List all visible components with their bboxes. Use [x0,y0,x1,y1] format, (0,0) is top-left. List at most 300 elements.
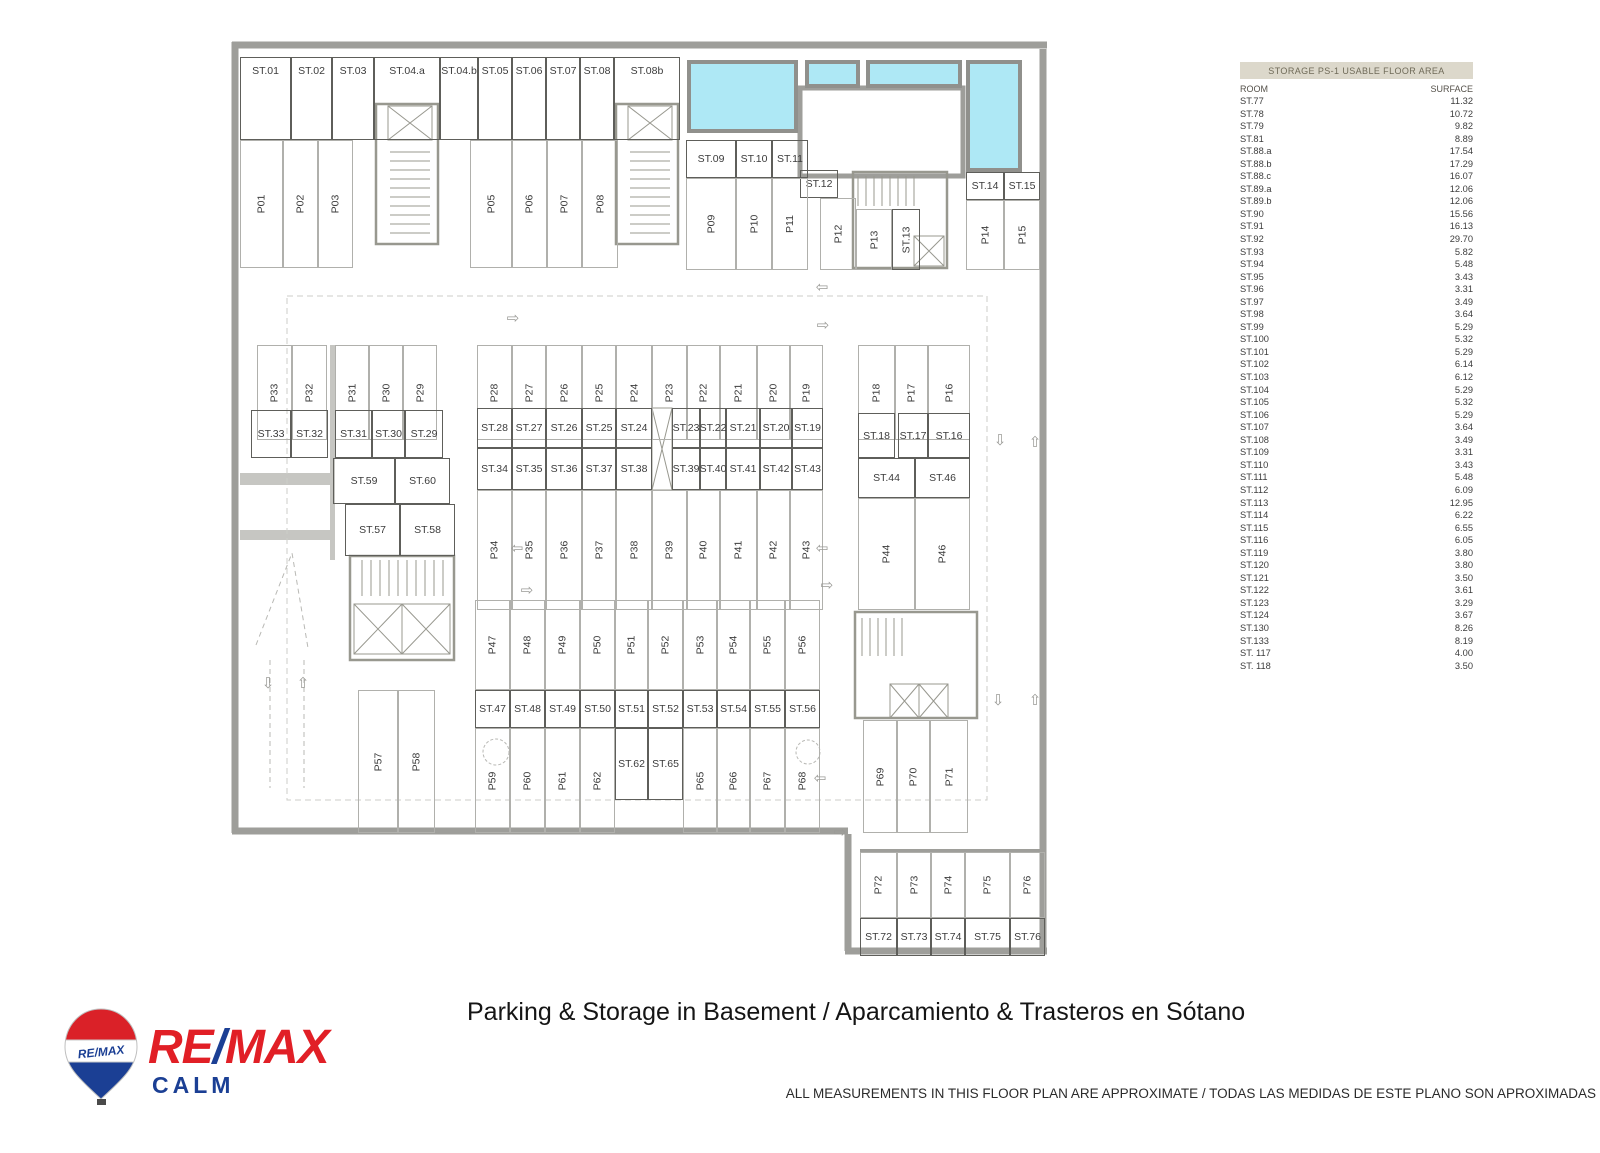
unit-label: ST.09 [697,153,725,165]
unit-label: P36 [558,540,570,560]
room-cell: ST.124 [1240,610,1269,621]
unit-label: ST.62 [618,758,645,770]
unit-label: ST.14 [971,180,999,192]
surface-cell: 5.29 [1454,409,1473,420]
table-row [1240,509,1473,522]
unit-label: P72 [872,875,885,895]
plan-unit-st22 [700,408,726,448]
plan-unit-p42 [757,490,790,610]
room-cell: ST.109 [1240,447,1269,458]
room-cell: ST.133 [1240,635,1269,646]
plan-unit-st20 [760,408,792,448]
unit-label: P33 [268,383,281,402]
unit-label: ST.38 [620,463,648,475]
unit-label: P46 [936,544,949,564]
room-cell: ST.101 [1240,346,1269,357]
wordmark-slash: / [212,1021,226,1074]
table-row [1240,283,1473,296]
table-column-headers [1240,82,1473,95]
table-row [1240,195,1473,208]
table-row [1240,471,1473,484]
room-cell: ST.88.a [1240,146,1272,157]
room-cell: ST.99 [1240,321,1264,332]
unit-label: P07 [558,194,571,214]
surface-cell: 5.32 [1454,397,1473,408]
unit-label: P61 [556,771,569,790]
plan-unit-p67 [750,728,785,833]
plan-unit-p39 [652,490,687,610]
plan-unit-p75 [965,852,1010,918]
plan-unit-p49 [545,600,580,690]
unit-label: P75 [981,875,994,895]
unit-label: P13 [868,230,880,249]
direction-arrow: ⇨ [820,576,834,594]
surface-cell: 12.06 [1449,183,1473,194]
unit-label: ST.22 [699,422,727,434]
table-row [1240,133,1473,146]
storage-area-table [1240,62,1473,672]
unit-label: ST.08b [630,65,664,77]
direction-arrow: ⇧ [1028,691,1042,709]
unit-label: ST.50 [584,703,611,715]
table-row [1240,296,1473,309]
plan-unit-st39 [672,448,700,490]
unit-label: ST.37 [585,463,613,475]
room-cell: ST.121 [1240,572,1269,583]
plan-unit-p01 [240,140,283,268]
direction-arrow: ⇨ [506,309,520,327]
plan-unit-p46 [915,498,970,610]
unit-label: ST.74 [934,931,962,943]
pool [687,60,798,133]
unit-label: P59 [486,771,499,790]
unit-label: P23 [663,383,676,402]
unit-label: P14 [979,225,991,245]
plan-unit-p61 [545,728,580,833]
unit-label: ST.36 [550,463,578,475]
surface-cell: 6.14 [1454,359,1473,370]
unit-label: P26 [558,383,570,402]
plan-unit-p15 [1004,200,1040,270]
unit-label: P66 [727,771,740,790]
room-cell: ST.77 [1240,96,1264,106]
unit-label: P03 [329,194,342,214]
unit-label: ST.49 [549,703,576,715]
surface-cell: 5.48 [1454,472,1473,483]
unit-label: ST.10 [740,153,768,165]
surface-cell: 16.07 [1449,171,1473,182]
unit-label: ST.46 [929,472,956,484]
unit-label: P17 [905,383,918,402]
unit-label: ST.72 [865,931,892,943]
plan-unit-p65 [683,728,717,833]
room-cell: ST.105 [1240,397,1269,408]
surface-cell: 6.22 [1454,510,1473,521]
unit-label: P43 [800,540,813,560]
surface-cell: 8.89 [1454,133,1473,144]
table-row [1240,145,1473,158]
unit-label: ST.25 [585,422,613,434]
surface-cell: 3.64 [1454,309,1473,320]
table-row [1240,220,1473,233]
unit-label: ST.53 [686,703,714,715]
room-cell: ST.98 [1240,309,1264,320]
unit-label: ST.52 [652,703,679,715]
plan-unit-st36 [546,448,582,490]
room-cell: ST.81 [1240,133,1264,144]
plan-unit-p70 [897,720,930,833]
direction-arrow: ⇩ [993,431,1007,449]
surface-cell: 29.70 [1449,234,1473,245]
unit-label: P40 [697,540,710,560]
room-cell: ST.91 [1240,221,1264,232]
plan-unit-p76 [1010,852,1045,918]
plan-unit-st52 [648,690,683,728]
unit-label: ST.06 [515,65,543,77]
plan-unit-st09 [686,140,736,178]
unit-label: ST.47 [479,703,506,715]
unit-label: P53 [694,635,706,655]
unit-label: P56 [796,635,809,655]
room-cell: ST.89.b [1240,196,1272,207]
room-cell: ST. 118 [1240,660,1271,671]
direction-arrow: ⇦ [813,769,827,787]
plan-unit-st02 [291,57,332,140]
room-cell: ST.102 [1240,359,1269,370]
remax-wordmark [148,1020,329,1075]
table-row [1240,597,1473,610]
direction-arrow: ⇦ [815,278,829,296]
unit-label: P15 [1016,225,1028,245]
unit-label: ST.17 [899,429,927,442]
table-row [1240,409,1473,422]
room-cell: ST.119 [1240,547,1269,558]
plan-unit-st57 [345,504,400,556]
plan-unit-st72 [860,918,897,956]
plan-unit-st16 [928,413,970,458]
plan-unit-st04b [440,57,478,140]
plan-unit-p57 [358,690,398,833]
plan-unit-st32 [291,410,328,458]
surface-cell: 5.32 [1454,334,1473,345]
plan-unit-p44 [858,498,915,610]
balloon-wordmark: RE/MAX [77,1042,126,1062]
table-row [1240,584,1473,597]
pool [866,60,962,88]
plan-unit-st33 [251,410,291,458]
plan-unit-st49 [545,690,580,728]
plan-unit-p05 [470,140,512,268]
unit-label: ST.04.b [441,65,477,77]
table-row [1240,308,1473,321]
plan-unit-st54 [717,690,750,728]
unit-label: P05 [485,194,497,214]
plan-unit-st74 [931,918,965,956]
surface-cell: 3.80 [1454,560,1473,571]
plan-unit-p66 [717,728,750,833]
unit-label: ST.18 [863,429,890,442]
unit-label: P52 [659,635,672,655]
plan-unit-st58 [400,504,455,556]
plan-unit-st31 [335,410,372,458]
surface-cell: 6.09 [1454,484,1473,495]
surface-cell: 3.64 [1454,422,1473,433]
surface-cell: 6.12 [1454,372,1473,383]
unit-label: P11 [784,215,796,233]
plan-unit-st37 [582,448,616,490]
plan-unit-st05 [478,57,512,140]
room-cell: ST.110 [1240,459,1269,470]
room-cell: ST.100 [1240,334,1269,345]
room-cell: ST.123 [1240,597,1269,608]
plan-unit-st10 [736,140,772,178]
unit-label: P02 [294,194,307,214]
table-row [1240,271,1473,284]
unit-label: P25 [593,383,605,402]
unit-label: P18 [870,383,883,402]
unit-label: P65 [694,771,706,790]
table-row [1240,635,1473,648]
plan-unit-st29 [405,410,443,458]
table-title: STORAGE PS-1 USABLE FLOOR AREA [1240,62,1473,79]
unit-label: P38 [628,540,640,560]
plan-unit-p40 [687,490,720,610]
plan-unit-st56 [785,690,820,728]
table-row [1240,559,1473,572]
table-row [1240,459,1473,472]
surface-cell: 3.49 [1454,296,1473,307]
table-row [1240,258,1473,271]
surface-cell: 17.29 [1449,158,1473,169]
unit-label: P39 [663,540,676,560]
room-cell: ST.116 [1240,535,1269,546]
room-cell: ST.94 [1240,259,1264,270]
storage-table-body [1240,95,1473,672]
table-row [1240,120,1473,133]
room-cell: ST.115 [1240,522,1269,533]
room-cell: ST.95 [1240,271,1264,282]
table-row [1240,384,1473,397]
unit-label: P50 [591,635,604,655]
plan-unit-p11 [772,178,808,270]
room-cell: ST.111 [1240,472,1268,483]
unit-label: ST.75 [974,931,1001,943]
table-row [1240,346,1473,359]
unit-label: ST.40 [699,463,727,475]
surface-cell: 3.31 [1454,284,1473,295]
room-cell: ST.97 [1240,296,1264,307]
surface-cell: 5.29 [1454,384,1473,395]
unit-label: ST.05 [481,65,509,77]
surface-cell: 3.67 [1454,610,1473,621]
column-surface: SURFACE [1430,83,1473,94]
unit-label: P73 [908,875,920,895]
unit-label: P71 [943,767,955,786]
surface-cell: 5.29 [1454,321,1473,332]
remax-balloon-icon [55,1006,147,1108]
plan-unit-st04a [374,57,440,140]
table-row [1240,497,1473,510]
unit-label: P47 [486,635,499,655]
plan-unit-p62 [580,728,615,833]
unit-label: ST.32 [296,428,323,440]
room-cell: ST.108 [1240,434,1269,445]
surface-cell: 16.13 [1449,221,1473,232]
direction-arrow: ⇦ [510,539,524,557]
plan-unit-p48 [510,600,545,690]
table-row [1240,170,1473,183]
unit-label: ST.33 [257,428,285,440]
plan-unit-st17 [898,413,928,458]
unit-label: P74 [942,875,954,895]
room-cell: ST.96 [1240,284,1264,295]
room-cell: ST.114 [1240,510,1269,521]
room-cell: ST.120 [1240,560,1269,571]
room-cell: ST.79 [1240,121,1264,132]
table-row [1240,208,1473,221]
plan-unit-p47 [475,600,510,690]
plan-unit-p59 [475,728,510,833]
unit-label: ST.15 [1008,180,1036,192]
unit-label: ST.59 [350,475,378,487]
unit-label: ST.43 [794,463,821,475]
plan-unit-p07 [547,140,582,268]
wordmark-re: RE [148,1021,213,1074]
surface-cell: 8.19 [1454,635,1473,646]
plan-unit-st43 [792,448,823,490]
unit-label: ST.34 [481,463,508,475]
unit-label: P01 [255,194,268,214]
room-cell: ST.78 [1240,108,1264,119]
table-row [1240,246,1473,259]
unit-label: P37 [593,540,605,560]
surface-cell: 3.49 [1454,434,1473,445]
plan-unit-st42 [760,448,792,490]
surface-cell: 3.61 [1454,585,1473,596]
plan-unit-p12 [820,198,856,270]
unit-label: P48 [521,635,534,655]
unit-label: ST.28 [481,422,508,434]
surface-cell: 9.82 [1454,121,1473,132]
unit-label: P10 [748,214,760,234]
unit-label: P62 [591,771,604,790]
column-room: ROOM [1240,83,1268,94]
plan-unit-st01 [240,57,291,140]
plan-unit-p02 [283,140,318,268]
plan-unit-st14 [966,172,1004,200]
surface-cell: 3.43 [1454,459,1473,470]
plan-unit-p54 [717,600,750,690]
plan-unit-p36 [546,490,582,610]
unit-label: ST.58 [414,524,441,536]
unit-label: P34 [488,540,501,560]
room-cell: ST.107 [1240,422,1269,433]
room-cell: ST.90 [1240,208,1264,219]
plan-unit-p09 [686,178,736,270]
unit-label: P19 [800,383,813,402]
unit-label: ST.54 [720,703,747,715]
plan-unit-st21 [726,408,760,448]
unit-label: P35 [523,540,535,560]
unit-label: P44 [880,544,893,564]
surface-cell: 3.80 [1454,547,1473,558]
unit-label: ST.07 [549,65,577,77]
unit-label: ST.39 [672,463,700,475]
direction-arrow: ⇩ [261,674,275,692]
plan-unit-p73 [897,852,931,918]
unit-label: P60 [521,771,534,790]
plan-unit-st62 [615,728,648,800]
table-row [1240,660,1473,673]
unit-label: ST.44 [873,472,900,484]
table-row [1240,609,1473,622]
plan-unit-p74 [931,852,965,918]
plan-unit-st08b [614,57,680,140]
table-row [1240,534,1473,547]
plan-unit-st35 [512,448,546,490]
table-row [1240,371,1473,384]
room-cell: ST.93 [1240,246,1264,257]
plan-unit-st76 [1010,918,1045,956]
table-row [1240,321,1473,334]
unit-label: P16 [943,383,955,402]
unit-label: ST.60 [409,475,436,487]
page-title: Parking & Storage in Basement / Aparcamiento & Trasteros en Sótano [467,998,1246,1026]
direction-arrow: ⇩ [991,691,1005,709]
plan-unit-st60 [395,458,450,504]
surface-cell: 3.43 [1454,271,1473,282]
unit-label: ST.11 [776,153,804,165]
plan-unit-p34 [477,490,512,610]
direction-arrow: ⇧ [296,674,310,692]
surface-cell: 6.55 [1454,522,1473,533]
plan-unit-st75 [965,918,1010,956]
unit-label: P57 [372,752,384,771]
unit-label: ST.19 [794,422,821,434]
unit-label: ST.55 [754,703,781,715]
table-row [1240,622,1473,635]
plan-unit-st18 [858,413,895,458]
plan-unit-st15 [1004,172,1040,200]
unit-label: ST.41 [729,463,757,475]
plan-unit-st28 [477,408,512,448]
plan-unit-st34 [477,448,512,490]
unit-label: ST.16 [935,429,963,442]
plan-unit-p69 [863,720,897,833]
unit-label: P54 [727,635,740,655]
direction-arrow: ⇦ [815,539,829,557]
room-cell: ST.89.a [1240,183,1272,194]
unit-label: P30 [380,383,392,402]
plan-unit-st24 [616,408,652,448]
plan-unit-p06 [512,140,547,268]
plan-unit-p71 [930,720,968,833]
plan-unit-p10 [736,178,772,270]
plan-unit-p58 [398,690,435,833]
plan-unit-st38 [616,448,652,490]
plan-unit-st40 [700,448,726,490]
plan-unit-p03 [318,140,353,268]
unit-label: ST.24 [620,422,648,434]
unit-label: P06 [523,194,536,214]
room-cell: ST.88.c [1240,171,1272,182]
unit-label: ST.56 [789,703,816,715]
unit-label: P29 [414,383,426,402]
surface-cell: 3.29 [1454,597,1473,608]
direction-arrow: ⇨ [816,316,830,334]
room-cell: ST.112 [1240,484,1269,495]
unit-label: ST.51 [618,703,645,715]
